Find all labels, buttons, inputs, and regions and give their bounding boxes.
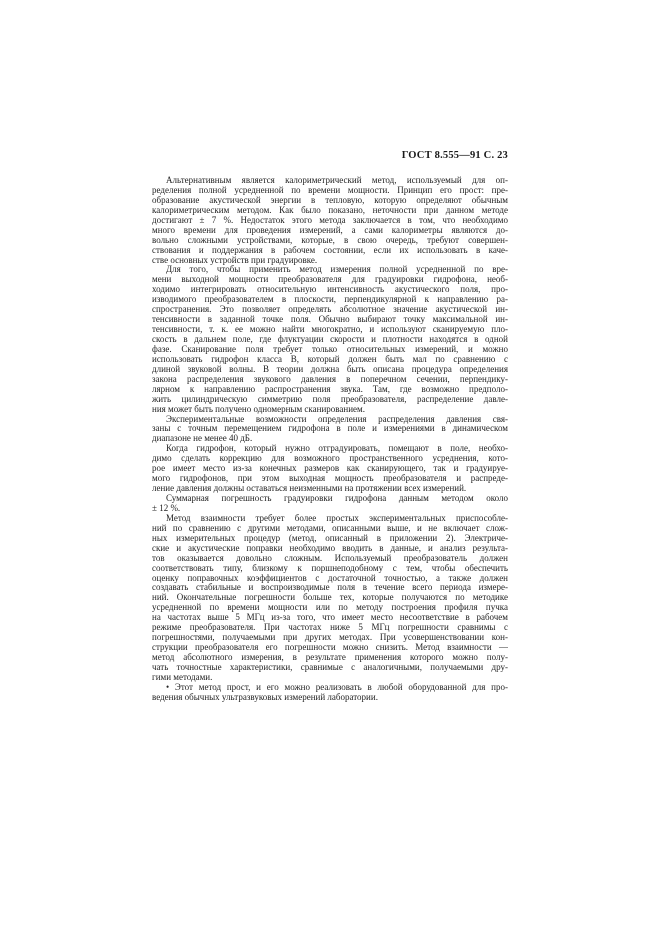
text-line: оценку поправочных коэффициентов с достаточной точностью, а также должен: [152, 573, 508, 583]
paragraph: [152, 683, 508, 703]
page-header: ГОСТ 8.555—91 С. 23: [401, 150, 508, 161]
text-line: мени выходной мощности преобразователя для градуировки гидрофона, необ-: [152, 275, 508, 285]
text-line: метод абсолютного измерения, в результате применения которого можно полу-: [152, 653, 508, 662]
text-line: Экспериментальные возможности определения распределения давления свя-: [166, 414, 508, 424]
text-line: тов оказывается довольно сложным. Используемый преобразователь должен: [152, 553, 508, 563]
text-line: тенсивности в заданной точке поля. Обычно выбирают точку максимальной ин-: [152, 315, 508, 325]
text-line: ний. Окончательные погрешности больше тех, которые получаются по методике: [152, 593, 508, 603]
text-line: Суммарная погрешность градуировки гидрофона данным методом около: [166, 494, 508, 503]
text-line: мого гидрофонов, при этом выходная мощность преобразователя и распреде-: [152, 474, 508, 484]
text-line: создавать стабильные и воспроизводимые поля в течение всего периода измере-: [152, 583, 508, 593]
paragraph: [152, 514, 508, 683]
text-line: лярном к направлению распространения звука. Там, где возможно предполо-: [152, 384, 508, 394]
text-line: струкции преобразователя его погрешности можно снизить. Метод взаимности —: [152, 643, 508, 653]
text-line: погрешностями, получаемыми при других методах. При усовершенствовании кон-: [152, 633, 508, 643]
text-line: Альтернативным является калориметрический метод, используемый для оп-: [166, 176, 508, 185]
text-line: ствования и поддержания в рабочем состоянии, если их использовать в каче-: [152, 245, 508, 255]
text-line: режиме преобразователя. При частотах ниже 5 МГц погрешности сравнимы с: [152, 623, 508, 633]
text-line: ские и акустические поправки необходимо вводить в данные, и анализ результа-: [152, 543, 508, 553]
text-line: диапазоне не менее 40 дБ.: [152, 434, 253, 444]
text-line: Когда гидрофон, который нужно отградуировать, помещают в поле, необхо-: [166, 444, 508, 454]
text-line: чать точностные характеристики, сравнимые с аналогичными, получаемыми дру-: [152, 662, 508, 672]
text-line: закона распределения звукового давления в поперечном сечении, перпендику-: [152, 374, 508, 384]
text-line: изводимого преобразователем в плоскости, перпендикулярной к направлению ра-: [152, 295, 508, 305]
text-line: достигают ± 7 %. Недостаток этого метода заключается в том, что необходимо: [152, 215, 508, 225]
text-line: тенсивности, т. к. ее можно найти многократно, и используют сканируемую пло-: [152, 325, 508, 335]
text-line: Метод взаимности требует более простых экспериментальных приспособле-: [166, 513, 508, 523]
text-line: димо сделать коррекцию для возможного пространственного усреднения, кото-: [152, 454, 508, 464]
text-line: ходимо интегрировать относительную интенсивность акустического поля, про-: [152, 285, 508, 295]
text-line: вольно сложными устройствами, которые, в свою очередь, требуют совершен-: [152, 235, 508, 245]
text-line: стве основных устройств при градуировке.: [152, 255, 318, 265]
text-line: усредненной по времени мощности или по методу построения профиля пучка: [152, 603, 508, 613]
text-line: ния может быть получено одномерным сканированием.: [152, 404, 365, 414]
text-line: спространения. Это позволяет определять абсолютное значение акустической ин-: [152, 305, 508, 315]
text-line: на частотах выше 5 МГц из-за того, что имеет место несоответствие в рабочем: [152, 613, 508, 623]
document-body: [152, 176, 508, 703]
text-line: скость в дальнем поле, где флуктуации скорости и плотности находятся в одной: [152, 335, 508, 344]
paragraph: [152, 444, 508, 494]
paragraph: [152, 494, 508, 514]
paragraph: [152, 415, 508, 445]
text-line: жить цилиндрическую симметрию поля преобразователя, распределение давле-: [152, 394, 508, 404]
text-line: рое имеет место из-за конечных размеров как сканирующего, так и градуируе-: [152, 464, 508, 474]
text-line: образование акустической энергии в тепловую, которую определяют обычным: [152, 195, 508, 205]
text-line: соответствовать типу, близкому к поршнеподобному с тем, чтобы обеспечить: [152, 563, 508, 573]
text-line: фазе. Сканирование поля требует только относительных измерений, и можно: [152, 344, 508, 354]
text-line: длиной звуковой волны. В теории должна быть описана процедура определения: [152, 364, 508, 374]
text-line: много времени для проведения измерений, а сами калориметры являются до-: [152, 225, 508, 235]
text-line: калориметрическим методом. Как было показано, неточности при данном методе: [152, 205, 508, 215]
text-line: использовать гидрофон класса В, который должен быть мал по сравнению с: [152, 354, 508, 364]
text-line: ний по сравнению с другими методами, описанными выше, и не включает слож-: [152, 523, 508, 533]
text-line: ление давления должны оставаться неизменными на протяжении всех измерений.: [152, 484, 467, 494]
text-line: ведения обычных ультразвуковых измерений лаборатории.: [152, 692, 378, 702]
text-line: • Этот метод прост, и его можно реализовать в любой оборудованной для про-: [166, 682, 508, 692]
text-line: ределения полной усредненной по времени мощности. Принцип его прост: пре-: [152, 185, 508, 195]
paragraph: [152, 176, 508, 265]
text-line: Для того, чтобы применить метод измерения полной усредненной по вре-: [166, 265, 508, 275]
text-line: заны с точным перемещением гидрофона в поле и измерениями в динамическом: [152, 424, 508, 434]
text-line: ных измерительных процедур (метод, описанный в приложении 2). Электриче-: [152, 533, 508, 543]
text-line: гими методами.: [152, 672, 213, 682]
paragraph: [152, 265, 508, 414]
text-line: ± 12 %.: [152, 503, 181, 513]
